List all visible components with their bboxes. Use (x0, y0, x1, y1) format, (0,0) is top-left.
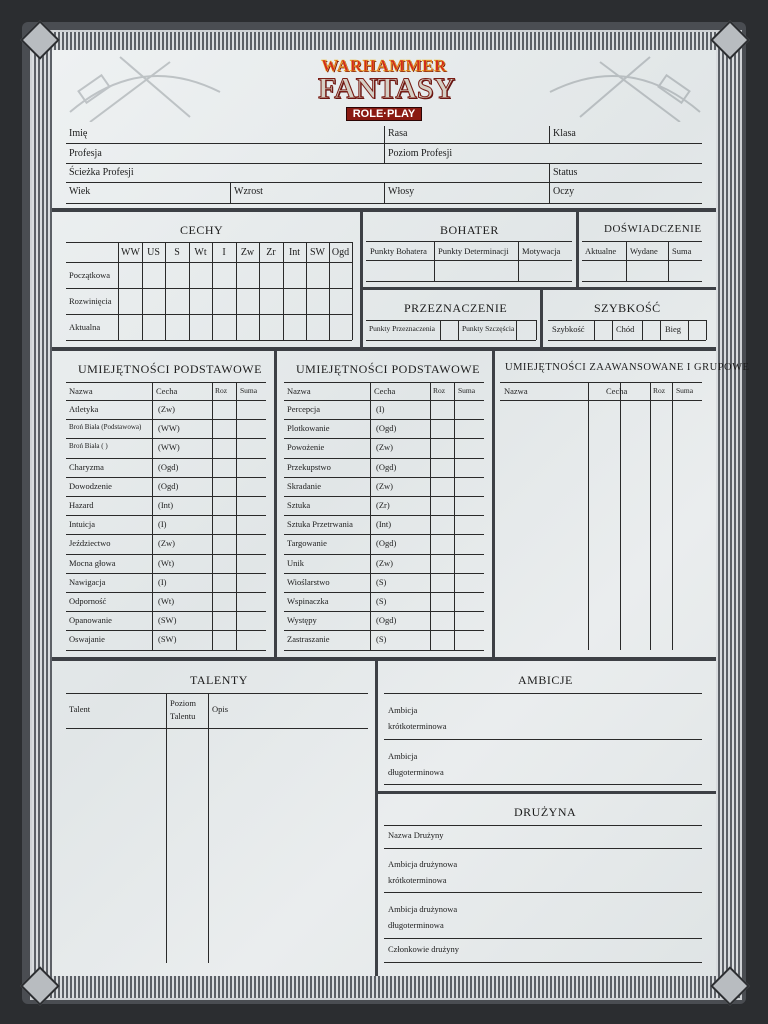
skill-row-line (66, 534, 266, 535)
skill-name: Mocna głowa (69, 557, 116, 568)
skill-row-line (284, 534, 484, 535)
skill-row-line (284, 496, 484, 497)
career-level-field-label: Poziom Profesji (388, 148, 453, 159)
skill-characteristic: (Zw) (376, 557, 393, 568)
skills2-col-attr: Cecha (374, 386, 396, 396)
skill-row-line (284, 419, 484, 420)
skill-row-line (66, 496, 266, 497)
skill-row-line (66, 650, 266, 651)
basic-skills-title-1: UMIEJĘTNOŚCI PODSTAWOWE (78, 362, 262, 376)
motivation-label: Motywacja (522, 246, 561, 256)
skill-name: Zastraszanie (287, 634, 330, 645)
skill-row-line (284, 477, 484, 478)
char-col-wt: Wt (194, 247, 207, 258)
skill-characteristic: (S) (376, 576, 387, 587)
skill-name: Dowodzenie (69, 480, 112, 491)
skill-row-line (66, 630, 266, 631)
fortune-points-label: Punkty Szczęścia (462, 324, 515, 333)
skill-name: Targowanie (287, 538, 327, 549)
char-col-s: S (174, 247, 180, 258)
skill-name: Opanowanie (69, 615, 112, 626)
name-field-label: Imię (69, 128, 88, 139)
skill-name: Skradanie (287, 480, 321, 491)
skills2-col-name: Nazwa (287, 386, 311, 396)
skills1-col-total: Suma (240, 386, 258, 395)
hero-title: BOHATER (440, 223, 499, 237)
experience-title: DOŚWIADCZENIE (604, 223, 702, 235)
age-field-label: Wiek (69, 186, 91, 197)
skill-characteristic: (S) (376, 596, 387, 606)
skills1-col-adv: Roz (215, 386, 228, 395)
party-short-ambition-label: Ambicja drużynowa krótkoterminowa (388, 859, 458, 885)
skill-name: Percepcja (287, 404, 321, 414)
skills3-col-adv: Roz (653, 386, 666, 395)
skill-name: Nawigacja (69, 576, 106, 587)
skill-row-line (284, 650, 484, 651)
skills3-col-attr: Cecha (606, 386, 628, 396)
skill-characteristic: (Zw) (376, 442, 393, 453)
skills3-col-name: Nazwa (504, 386, 528, 396)
skill-characteristic: (Int) (158, 500, 174, 510)
skill-row-line (66, 515, 266, 516)
skill-row-line (284, 630, 484, 631)
skill-row-line (66, 611, 266, 612)
skill-name: Unik (287, 557, 304, 568)
char-col-us: US (147, 247, 160, 258)
advanced-skills-title: UMIEJĘTNOŚCI ZAAWANSOWANE I GRUPOWE (505, 362, 750, 373)
skill-name: Hazard (69, 500, 94, 510)
skill-name: Intuicja (69, 519, 95, 530)
skill-characteristic: (Wt) (158, 596, 175, 606)
skill-name: Występy (287, 615, 317, 626)
skill-name: Atletyka (69, 404, 99, 414)
skills2-col-adv: Roz (433, 386, 446, 395)
skill-characteristic: (S) (376, 634, 387, 645)
skill-row-line (66, 419, 266, 420)
class-field-label: Klasa (553, 128, 576, 139)
run-label: Bieg (665, 324, 682, 334)
skills1-col-attr: Cecha (156, 386, 178, 396)
skill-row-line (66, 573, 266, 574)
skill-characteristic: (Ogd) (376, 538, 397, 549)
characteristics-title: CECHY (180, 223, 224, 237)
skill-name: Oswajanie (69, 634, 105, 645)
short-term-ambition-label: Ambicja krótkoterminowa (388, 705, 447, 731)
skills3-col-total: Suma (676, 386, 694, 395)
skill-characteristic: (SW) (158, 615, 177, 626)
skill-name: Broń Biała (Podstawowa) (69, 423, 142, 432)
resolve-points-label: Punkty Determinacji (438, 246, 509, 256)
skill-row-line (284, 515, 484, 516)
skill-row-line (66, 458, 266, 459)
skill-row-line (284, 438, 484, 439)
skill-characteristic: (I) (376, 404, 385, 414)
char-col-zw: Zw (240, 247, 255, 258)
char-col-sw: SW (310, 247, 325, 258)
skill-row-line (284, 458, 484, 459)
xp-current-label: Aktualne (585, 246, 617, 256)
hair-field-label: Włosy (388, 186, 415, 197)
basic-skills-title-2: UMIEJĘTNOŚCI PODSTAWOWE (296, 362, 480, 376)
skill-name: Sztuka Przetrwania (287, 519, 353, 530)
talents-title: TALENTY (190, 673, 248, 687)
movement-title: SZYBKOŚĆ (594, 301, 661, 315)
char-row-current: Aktualna (69, 322, 101, 332)
skills2-col-total: Suma (458, 386, 476, 395)
char-col-i: I (222, 247, 226, 258)
xp-spent-label: Wydane (630, 246, 658, 256)
party-name-label: Nazwa Drużyny (388, 830, 444, 840)
skill-characteristic: (SW) (158, 634, 177, 645)
walk-label: Chód (616, 324, 635, 334)
ambitions-title: AMBICJE (518, 673, 573, 687)
party-title: DRUŻYNA (514, 805, 577, 819)
party-long-ambition-label: Ambicja drużynowa długoterminowa (388, 904, 458, 930)
skill-characteristic: (Int) (376, 519, 392, 530)
career-path-field-label: Ścieżka Profesji (69, 167, 134, 178)
skill-row-line (66, 554, 266, 555)
char-col-ww: WW (121, 247, 140, 258)
skills1-col-name: Nazwa (69, 386, 93, 396)
skill-characteristic: (Ogd) (376, 423, 397, 434)
skill-row-line (66, 438, 266, 439)
logo-fantasy: FANTASY (318, 72, 456, 105)
eyes-field-label: Oczy (553, 186, 575, 197)
skill-row-line (284, 592, 484, 593)
fate-points-label: Punkty Przeznaczenia (369, 324, 436, 333)
skill-name: Wspinaczka (287, 596, 329, 606)
skill-row-line (66, 592, 266, 593)
skill-name: Odporność (69, 596, 107, 606)
skill-name: Plotkowanie (287, 423, 330, 434)
skill-name: Przekupstwo (287, 461, 331, 472)
skill-name: Jeździectwo (69, 538, 111, 549)
skill-characteristic: (Zr) (376, 500, 390, 510)
skill-row-line (66, 477, 266, 478)
char-row-advances: Rozwinięcia (69, 296, 112, 306)
logo-warhammer: WARHAMMER (321, 56, 447, 75)
skill-row-line (284, 554, 484, 555)
skill-name: Powożenie (287, 442, 325, 453)
fate-title: PRZEZNACZENIE (404, 301, 508, 315)
skill-characteristic: (I) (158, 519, 167, 530)
skill-characteristic: (Ogd) (376, 461, 397, 472)
party-members-label: Członkowie drużyny (388, 944, 460, 954)
hero-points-label: Punkty Bohatera (370, 246, 427, 256)
skill-name: Wioślarstwo (287, 576, 330, 587)
skill-characteristic: (Wt) (158, 557, 175, 568)
career-field-label: Profesja (69, 148, 102, 159)
skill-characteristic: (Zw) (158, 538, 175, 549)
skill-name: Broń Biała ( ) (69, 442, 108, 451)
skill-characteristic: (WW) (158, 423, 180, 434)
talents-col-talent: Talent (69, 704, 91, 714)
xp-total-label: Suma (672, 246, 692, 256)
skill-row-line (284, 573, 484, 574)
char-col-zr: Zr (266, 247, 276, 258)
skill-characteristic: (Zw) (158, 404, 175, 414)
skill-characteristic: (WW) (158, 442, 180, 453)
height-field-label: Wzrost (234, 186, 263, 197)
skill-name: Charyzma (69, 461, 104, 472)
skill-characteristic: (Ogd) (376, 615, 397, 626)
wfrp-logo (318, 56, 456, 122)
char-row-initial: Początkowa (69, 270, 111, 280)
talents-col-level: Poziom Talentu (170, 698, 196, 721)
char-col-int: Int (288, 247, 301, 258)
long-term-ambition-label: Ambicja długoterminowa (388, 751, 444, 777)
talents-col-description: Opis (212, 704, 229, 714)
skill-characteristic: (Ogd) (158, 480, 179, 491)
skill-name: Sztuka (287, 500, 311, 510)
skill-characteristic: (I) (158, 576, 167, 587)
race-field-label: Rasa (388, 128, 408, 139)
char-col-ogd: Ogd (331, 247, 350, 258)
skill-characteristic: (Ogd) (158, 461, 179, 472)
movement-label: Szybkość (552, 324, 585, 334)
status-field-label: Status (553, 167, 578, 178)
skill-row-line (284, 611, 484, 612)
logo-roleplay: ROLE·PLAY (346, 107, 423, 121)
skill-characteristic: (Zw) (376, 480, 393, 491)
